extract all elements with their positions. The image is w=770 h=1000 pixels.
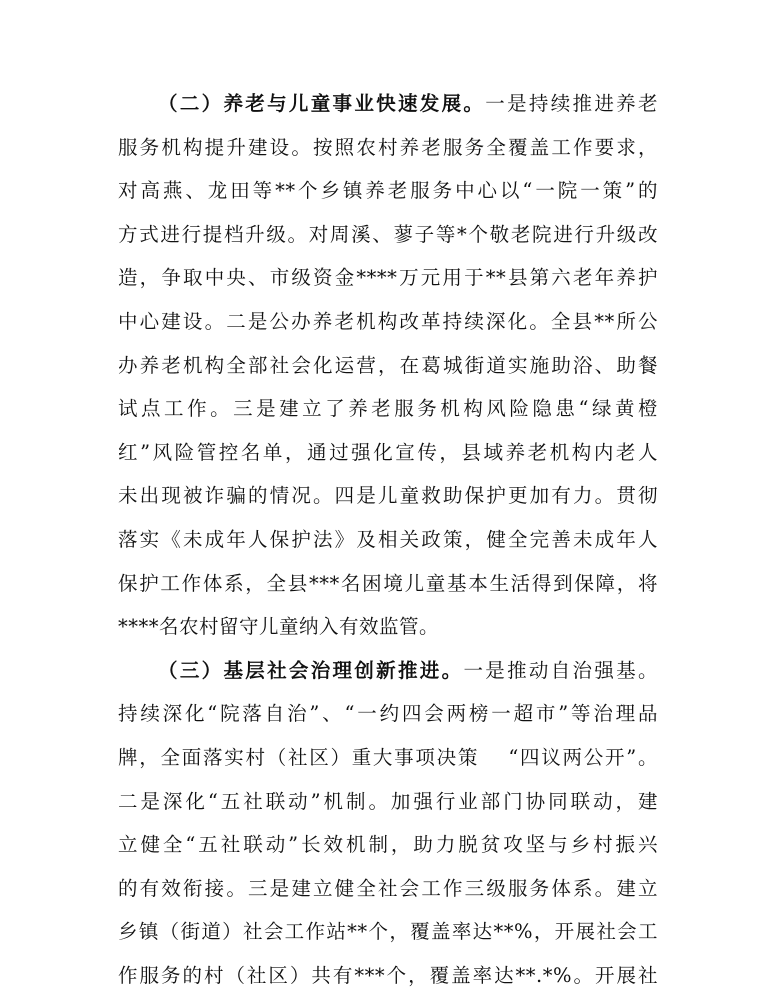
paragraph-line: 的有效衔接。三是建立健全社会工作三级服务体系。建立 bbox=[118, 877, 658, 900]
paragraph-line: 办养老机构全部社会化运营，在葛城街道实施助浴、助餐 bbox=[118, 354, 658, 377]
paragraph-text: 一是推动自治强基。 bbox=[463, 659, 658, 682]
paragraph-line: 服务机构提升建设。按照农村养老服务全覆盖工作要求， bbox=[118, 136, 658, 159]
paragraph-line: 试点工作。三是建立了养老服务机构风险隐患“绿黄橙 bbox=[118, 397, 658, 420]
paragraph-line: 持续深化“院落自治”、“一约四会两榜一超市”等治理品 bbox=[118, 702, 658, 725]
paragraph-line: 二是深化“五社联动”机制。加强行业部门协同联动，建 bbox=[118, 790, 658, 813]
paragraph-line: ****名农村留守儿童纳入有效监管。 bbox=[118, 615, 440, 638]
paragraph-line bbox=[158, 653, 658, 689]
section-heading: （三）基层社会治理创新推进。 bbox=[158, 659, 464, 682]
paragraph-line: 未出现被诈骗的情况。四是儿童救助保护更加有力。贯彻 bbox=[118, 484, 658, 507]
paragraph-line: 乡镇（街道）社会工作站**个，覆盖率达**%，开展社会工 bbox=[118, 920, 658, 943]
paragraph-line: 立健全“五社联动”长效机制，助力脱贫攻坚与乡村振兴 bbox=[118, 833, 658, 856]
section-heading: （二）养老与儿童事业快速发展。 bbox=[158, 92, 486, 115]
paragraph-line bbox=[158, 86, 658, 122]
paragraph-line: 方式进行提档升级。对周溪、蓼子等*个敬老院进行升级改 bbox=[118, 223, 658, 246]
paragraph-line: 中心建设。二是公办养老机构改革持续深化。全县**所公 bbox=[118, 310, 658, 333]
paragraph-line: 造，争取中央、市级资金****万元用于**县第六老年养护 bbox=[118, 266, 658, 289]
paragraph-line: 作服务的村（社区）共有***个，覆盖率达**.*%。开展社 bbox=[118, 964, 658, 987]
paragraph-text: 一是持续推进养老 bbox=[485, 92, 658, 115]
paragraph-line: 红”风险管控名单，通过强化宣传，县域养老机构内老人 bbox=[118, 441, 658, 464]
paragraph-line: 对高燕、龙田等**个乡镇养老服务中心以“一院一策”的 bbox=[118, 179, 658, 202]
paragraph-line: 保护工作体系，全县***名困境儿童基本生活得到保障，将 bbox=[118, 572, 658, 595]
paragraph-line: 落实《未成年人保护法》及相关政策，健全完善未成年人 bbox=[118, 528, 658, 551]
paragraph-line: 牌，全面落实村（社区）重大事项决策 “四议两公开”。 bbox=[118, 746, 658, 769]
